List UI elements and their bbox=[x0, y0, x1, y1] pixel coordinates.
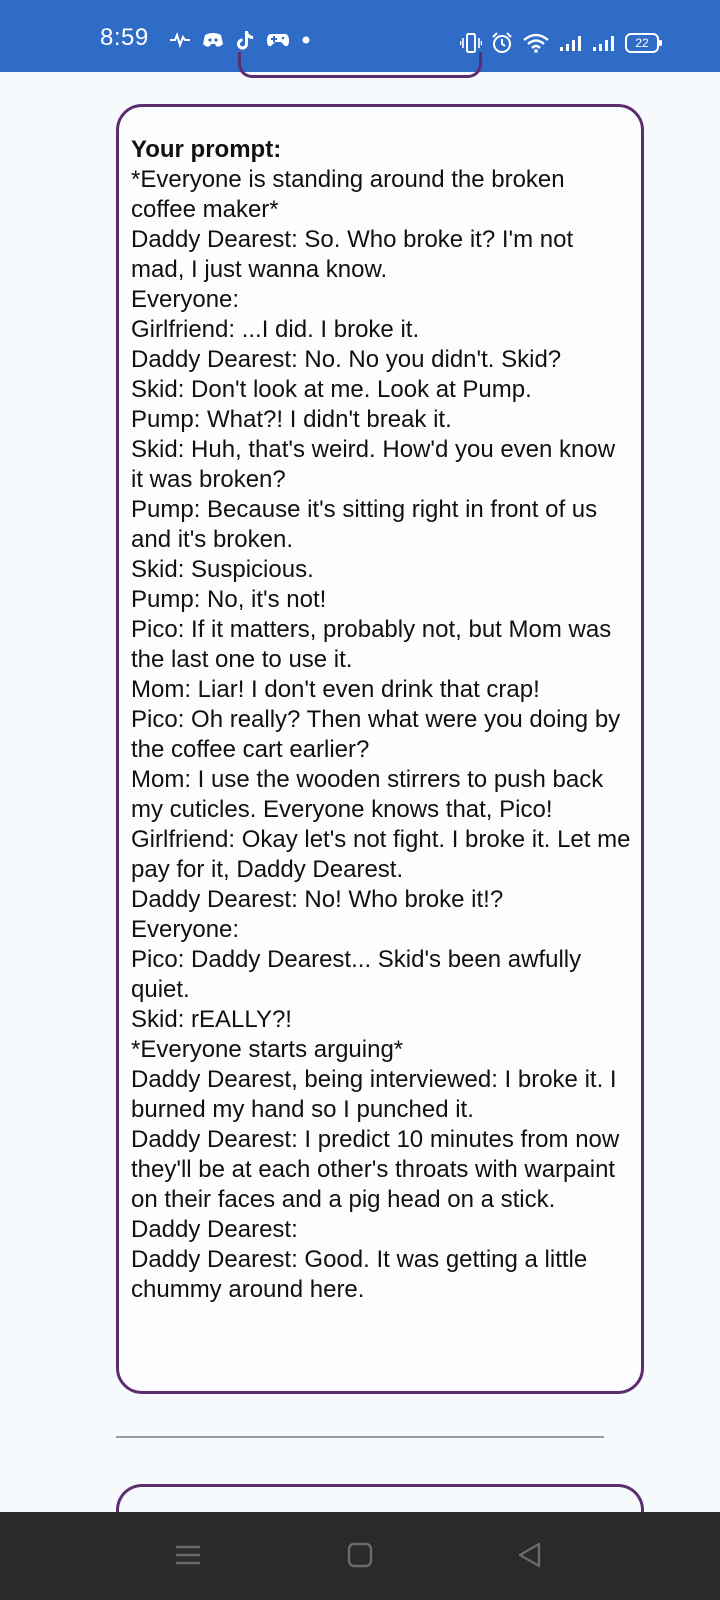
prompt-line: Skid: Suspicious. bbox=[131, 556, 314, 583]
prompt-line: Girlfriend: Okay let's not fight. I broke it. Let me pay for it, Daddy Dearest. bbox=[131, 826, 631, 883]
prompt-line: *Everyone is standing around the broken coffee maker* bbox=[131, 166, 565, 223]
prompt-line: Daddy Dearest: I predict 10 minutes from now they'll be at each other's throats with warpaint on their faces and a pig head on a stick. bbox=[131, 1126, 620, 1213]
prompt-line: Pump: Because it's sitting right in front of us and it's broken. bbox=[131, 496, 598, 553]
prompt-line: Pump: No, it's not! bbox=[131, 586, 327, 613]
prompt-line: *Everyone starts arguing* bbox=[131, 1036, 404, 1063]
prompt-line: Girlfriend: ...I did. I broke it. bbox=[131, 316, 420, 343]
prompt-line: Skid: rEALLY?! bbox=[131, 1006, 292, 1033]
prompt-line: Pico: Daddy Dearest... Skid's been awfully quiet. bbox=[131, 946, 582, 1003]
prompt-line: Everyone: bbox=[131, 286, 240, 313]
prompt-line: Mom: I use the wooden stirrers to push back my cuticles. Everyone knows that, Pico! bbox=[131, 766, 604, 823]
status-time: 8:59 bbox=[100, 24, 149, 51]
prompt-line: Pico: Oh really? Then what were you doing by the coffee cart earlier? bbox=[131, 706, 621, 763]
prompt-line: Skid: Don't look at me. Look at Pump. bbox=[131, 376, 532, 403]
signal-icon bbox=[592, 34, 616, 52]
prompt-heading: Your prompt: bbox=[131, 136, 282, 163]
prompt-line: Daddy Dearest: bbox=[131, 1216, 298, 1243]
dot-icon bbox=[302, 36, 310, 44]
back-icon[interactable] bbox=[517, 1542, 543, 1573]
prompt-line: Skid: Huh, that's weird. How'd you even know it was broken? bbox=[131, 436, 616, 493]
previous-card-edge bbox=[238, 52, 482, 78]
home-icon[interactable] bbox=[347, 1542, 373, 1573]
status-notification-icons bbox=[170, 30, 310, 50]
prompt-line: Daddy Dearest: No! Who broke it!? bbox=[131, 886, 504, 913]
prompt-line: Daddy Dearest: Good. It was getting a little chummy around here. bbox=[131, 1246, 588, 1303]
status-system-icons bbox=[460, 32, 659, 54]
prompt-line: Pico: If it matters, probably not, but Mom was the last one to use it. bbox=[131, 616, 612, 673]
prompt-line: Daddy Dearest: So. Who broke it? I'm not mad, I just wanna know. bbox=[131, 226, 574, 283]
gamepad-icon bbox=[266, 32, 290, 48]
vibrate-icon bbox=[460, 33, 482, 53]
alarm-icon bbox=[491, 32, 513, 54]
activity-icon bbox=[170, 32, 190, 48]
prompt-line: Daddy Dearest: No. No you didn't. Skid? bbox=[131, 346, 562, 373]
navigation-bar bbox=[0, 1512, 720, 1600]
wifi-icon bbox=[522, 33, 550, 53]
prompt-line: Everyone: bbox=[131, 916, 240, 943]
prompt-line: Pump: What?! I didn't break it. bbox=[131, 406, 452, 433]
signal-icon bbox=[559, 34, 583, 52]
prompt-text bbox=[131, 165, 631, 1305]
prompt-line: Mom: Liar! I don't even drink that crap! bbox=[131, 676, 540, 703]
divider bbox=[116, 1436, 604, 1438]
menu-icon[interactable] bbox=[175, 1542, 201, 1573]
battery-level: 22 bbox=[635, 36, 649, 50]
discord-icon bbox=[202, 32, 224, 48]
battery-icon bbox=[625, 33, 659, 53]
prompt-card bbox=[116, 104, 644, 1394]
prompt-line: Daddy Dearest, being interviewed: I broke it. I burned my hand so I punched it. bbox=[131, 1066, 617, 1123]
tiktok-icon bbox=[236, 30, 254, 50]
